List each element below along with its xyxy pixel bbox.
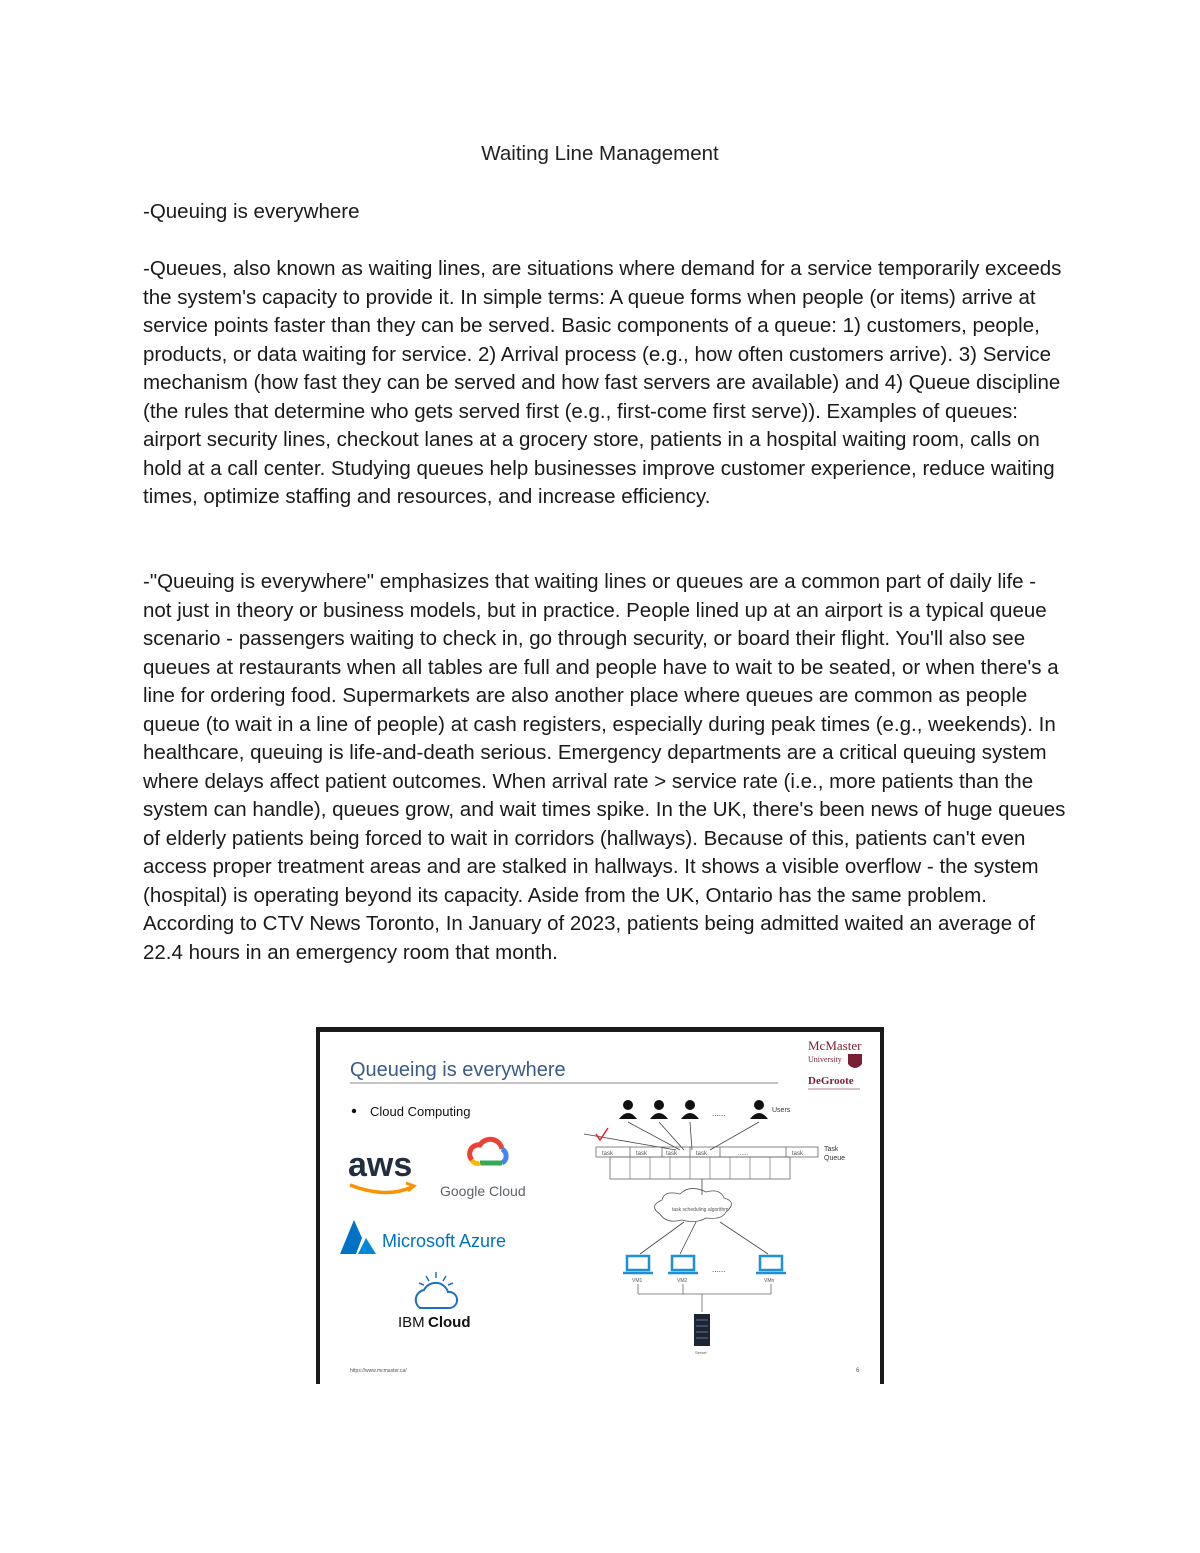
dispatch-arrows (640, 1222, 768, 1254)
vm-ellipsis: ...... (712, 1265, 726, 1274)
vm-label-3: VMn (764, 1278, 775, 1284)
ibm-cloud-text: Cloud (428, 1314, 471, 1331)
users-ellipsis: ...... (712, 1109, 726, 1118)
school-name: DeGroote (808, 1075, 854, 1087)
queue-label-line2: Queue (824, 1155, 846, 1162)
vm-icon-2 (668, 1256, 698, 1273)
paragraph-queuing-everywhere: -"Queuing is everywhere" emphasizes that waiting lines or queues are a common part of daily life - not just in theory or business models, but in practice. People lined up at an airport is a typical queue scenario - passengers waiting to check in, go through security, or board their flight. You'll also see queues at restaurants when all tables are full and people have to wait to be seated, or when there's a line for ordering food. Supermarkets are also another place where queues are common as people queue (to wait in a line of people) at cash registers, especially during peak times (e.g., weekends). In healthcare, queuing is life-and-death serious. Emergency departments are a critical queuing system where delays affect patient outcomes. When arrival rate > service rate (i.e., more patients than the system can handle), queues grow, and wait times spike. In the UK, there's been news of huge queues of elderly patients being forced to wait in corridors (hallways). Because of this, patients can't even access proper treatment areas and are stalked in hallways. It shows a visible overflow - the system (hospital) is operating beyond its capacity. Aside from the UK, Ontario has the same problem. According to CTV News Toronto, In January of 2023, patients being admitted waited an average of 22.4 hours in an emergency room that month. (143, 570, 1066, 964)
task-cell-4: task (696, 1151, 708, 1157)
server-icon (694, 1314, 710, 1346)
university-subtitle: University (808, 1055, 842, 1064)
task-cell-2: task (636, 1151, 648, 1157)
scheduler-cloud-icon (654, 1188, 731, 1221)
google-cloud-text: Google Cloud (440, 1183, 526, 1199)
task-cell-last: task (792, 1151, 804, 1157)
azure-text: Microsoft Azure (382, 1231, 507, 1251)
cloud-label: task scheduling algorithm (672, 1207, 729, 1213)
vm-label-1: VM1 (632, 1278, 643, 1284)
paragraph-definition: -Queues, also known as waiting lines, are situations where demand for a service temporarily exceeds the system's capacity to provide it. In simple terms: A queue forms when people (or items) arrive at service points faster than they can be served. Basic components of a queue: 1) customers, people, products, or data waiting for service. 2) Arrival process (e.g., how often customers arrive). 3) Service mechanism (how fast they can be served and how fast servers are available) and 4) Queue discipline (the rules that determine who gets served first (e.g., first-come first serve)). Examples of queues: airport security lines, checkout lanes at a grocery store, patients in a hospital waiting room, calls on hold at a call center. Studying queues help businesses improve customer experience, reduce waiting times, optimize staffing and resources, and increase efficiency. (143, 257, 1062, 508)
google-cloud-icon (470, 1139, 507, 1163)
slide-page-number: 6 (856, 1368, 860, 1374)
user-icon-2 (650, 1100, 668, 1119)
vm-icon-3 (756, 1256, 786, 1273)
embedded-slide-image (316, 1027, 884, 1384)
bullet-dot (352, 1109, 356, 1113)
bullet-text: Cloud Computing (370, 1104, 471, 1119)
paragraph-heading: -Queuing is everywhere (143, 200, 360, 223)
aws-logo-text: aws (348, 1146, 413, 1184)
user-icon-4 (750, 1100, 768, 1119)
arrival-arrows (584, 1122, 759, 1150)
vm-icon-1 (623, 1256, 653, 1273)
university-crest-icon (848, 1054, 862, 1068)
task-cell-ellipsis: ...... (738, 1151, 749, 1157)
server-connections (638, 1284, 771, 1312)
azure-icon (340, 1220, 362, 1254)
queue-buffer (610, 1157, 790, 1179)
ibm-cloud-icon (416, 1272, 457, 1308)
slide-title: Queueing is everywhere (350, 1059, 566, 1081)
document-title: Waiting Line Management (481, 142, 719, 165)
users-icon-group (619, 1100, 768, 1119)
slide-svg (320, 1032, 880, 1384)
users-label: Users (772, 1107, 791, 1114)
vm-label-2: VM2 (677, 1278, 688, 1284)
slide-footer-source: https://www.mcmaster.ca/ (350, 1368, 407, 1374)
ibm-text: IBM (398, 1314, 425, 1331)
user-icon-3 (681, 1100, 699, 1119)
university-name: McMaster (808, 1038, 862, 1053)
task-cell-1: task (602, 1151, 614, 1157)
aws-smile-icon (350, 1185, 412, 1193)
server-label: Server (695, 1350, 707, 1355)
task-cell-3: task (666, 1151, 678, 1157)
user-icon-1 (619, 1100, 637, 1119)
queue-label-line1: Task (824, 1146, 839, 1153)
